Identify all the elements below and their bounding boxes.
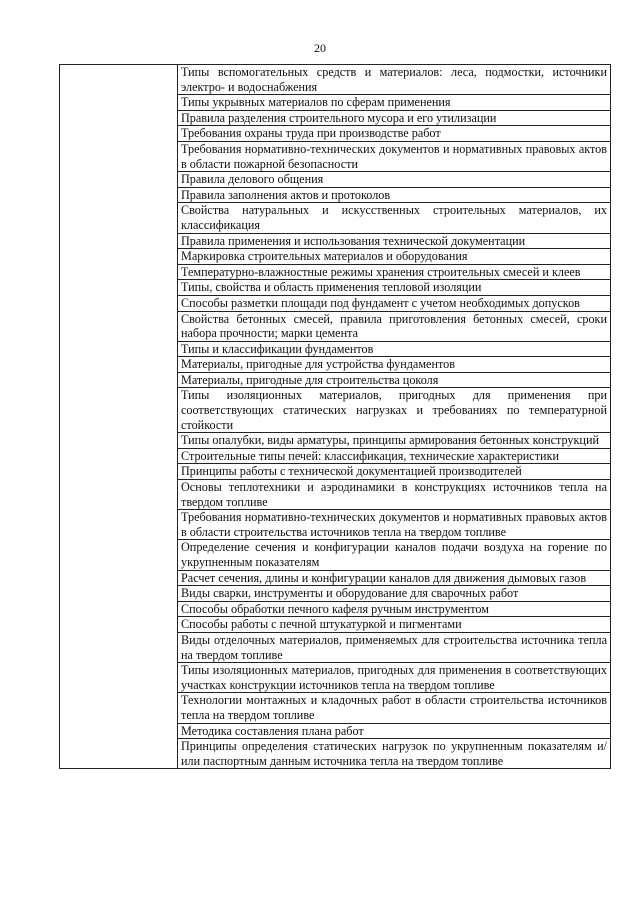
knowledge-item: Типы изоляционных материалов, пригодных для применения в соответствующих участках конструкции источников тепла на твердом топливе <box>178 663 611 693</box>
knowledge-item: Методика составления плана работ <box>178 723 611 739</box>
knowledge-item: Требования нормативно-технических документов и нормативных правовых актов в области строительства источников тепла на твердом топливе <box>178 510 611 540</box>
knowledge-item: Материалы, пригодные для устройства фундаментов <box>178 357 611 373</box>
knowledge-item: Типы, свойства и область применения тепловой изоляции <box>178 280 611 296</box>
knowledge-item: Способы работы с печной штукатуркой и пигментами <box>178 617 611 633</box>
table-row <box>60 65 611 95</box>
page-number: 20 <box>314 41 326 55</box>
knowledge-item: Типы и классификации фундаментов <box>178 341 611 357</box>
knowledge-item: Типы изоляционных материалов, пригодных для применения при соответствующих статических нагрузках и требованиях по температурной стойкости <box>178 388 611 433</box>
knowledge-item: Принципы работы с технической документацией производителей <box>178 464 611 480</box>
knowledge-item: Способы обработки печного кафеля ручным инструментом <box>178 601 611 617</box>
knowledge-item: Технологии монтажных и кладочных работ в области строительства источников тепла на твердом топливе <box>178 693 611 723</box>
knowledge-item: Маркировка строительных материалов и оборудования <box>178 249 611 265</box>
knowledge-item: Типы вспомогательных средств и материалов: леса, подмостки, источники электро- и водоснабжения <box>178 65 611 95</box>
knowledge-item: Принципы определения статических нагрузок по укрупненным показателям и/или паспортным данным источника тепла на твердом топливе <box>178 739 611 769</box>
knowledge-item: Правила применения и использования технической документации <box>178 233 611 249</box>
knowledge-item: Требования охраны труда при производстве работ <box>178 126 611 142</box>
knowledge-table <box>59 64 611 769</box>
knowledge-item: Строительные типы печей: классификация, технические характеристики <box>178 448 611 464</box>
knowledge-item: Требования нормативно-технических документов и нормативных правовых актов в области пожарной безопасности <box>178 141 611 171</box>
knowledge-item: Правила делового общения <box>178 172 611 188</box>
knowledge-item: Типы укрывных материалов по сферам применения <box>178 95 611 111</box>
table-body <box>60 65 611 769</box>
knowledge-item: Свойства бетонных смесей, правила приготовления бетонных смесей, сроки набора прочности; марки цемента <box>178 311 611 341</box>
knowledge-item: Основы теплотехники и аэродинамики в конструкциях источников тепла на твердом топливе <box>178 480 611 510</box>
knowledge-item: Определение сечения и конфигурации каналов подачи воздуха на горение по укрупненным показателям <box>178 540 611 570</box>
knowledge-item: Температурно-влажностные режимы хранения строительных смесей и клеев <box>178 264 611 280</box>
left-empty-cell <box>60 65 178 769</box>
knowledge-item: Способы разметки площади под фундамент с учетом необходимых допусков <box>178 295 611 311</box>
knowledge-item: Виды сварки, инструменты и оборудование для сварочных работ <box>178 586 611 602</box>
knowledge-item: Свойства натуральных и искусственных строительных материалов, их классификация <box>178 203 611 233</box>
knowledge-item: Расчет сечения, длины и конфигурации каналов для движения дымовых газов <box>178 570 611 586</box>
knowledge-item: Материалы, пригодные для строительства цоколя <box>178 372 611 388</box>
knowledge-item: Виды отделочных материалов, применяемых для строительства источника тепла на твердом топливе <box>178 632 611 662</box>
knowledge-item: Типы опалубки, виды арматуры, принципы армирования бетонных конструкций <box>178 433 611 449</box>
knowledge-item: Правила разделения строительного мусора и его утилизации <box>178 110 611 126</box>
knowledge-item: Правила заполнения актов и протоколов <box>178 187 611 203</box>
